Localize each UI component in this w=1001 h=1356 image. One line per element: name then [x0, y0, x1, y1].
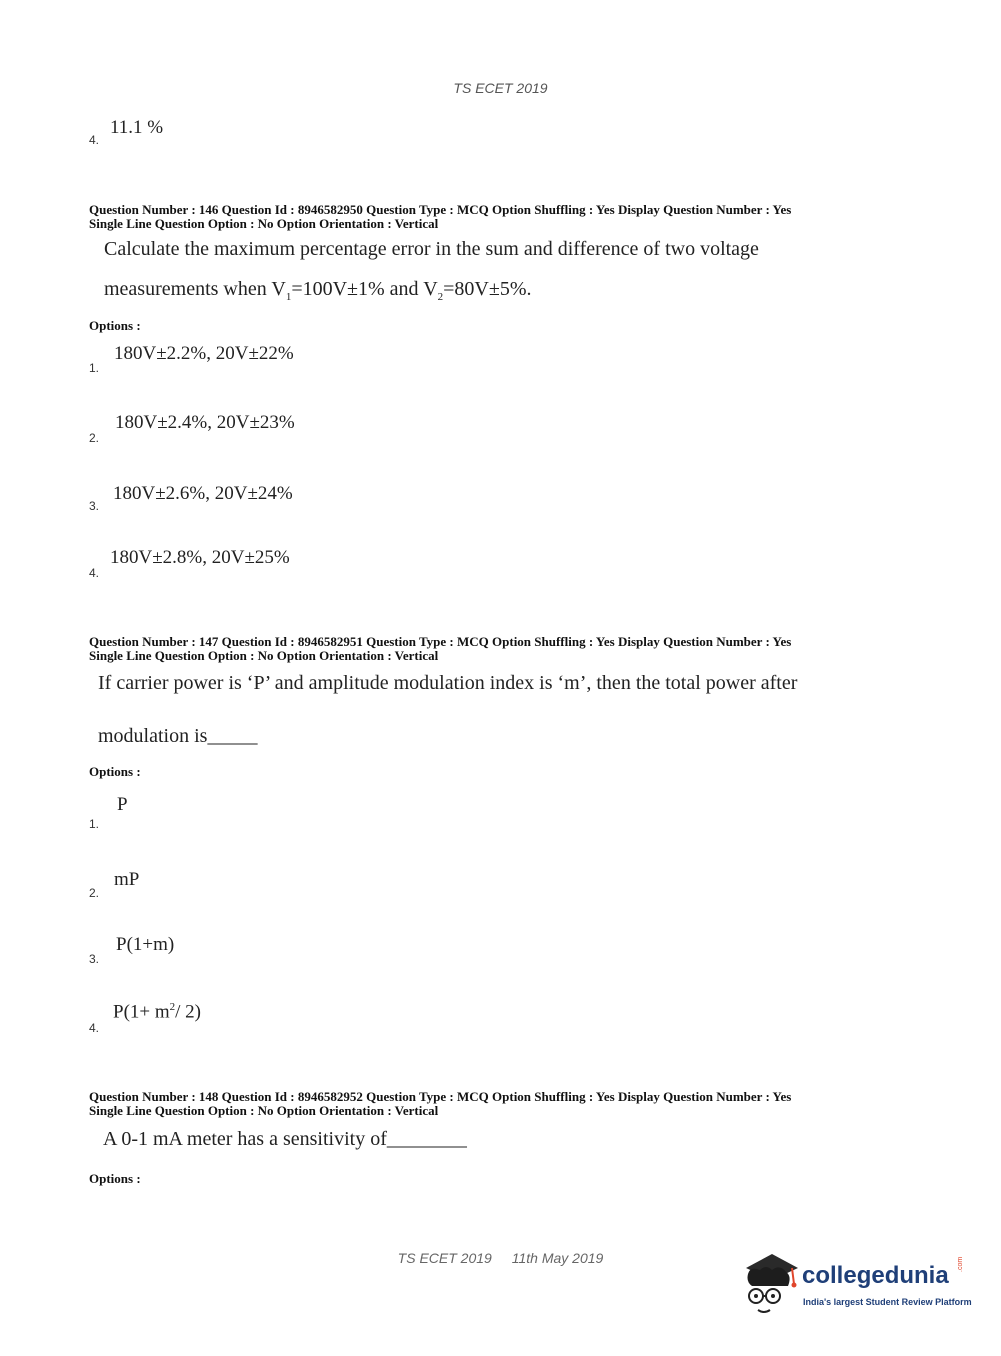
- q148-meta-line1: Question Number : 148 Question Id : 8946582952 Question Type : MCQ Option Shuffling : Yes Display Question Number : Yes: [89, 1089, 792, 1104]
- collegedunia-brand: collegedunia: [802, 1262, 949, 1289]
- q146-options-label: Options :: [89, 318, 141, 333]
- q147-option-1-number: 1.: [89, 817, 100, 831]
- page-header: TS ECET 2019: [453, 80, 548, 96]
- q147-option-2-number: 2.: [89, 886, 100, 900]
- collegedunia-tagline: India's largest Student Review Platform: [803, 1297, 972, 1307]
- q147-option-4-number: 4.: [89, 1021, 100, 1035]
- q147-option-4-text: $P(1+ m^2/$ 2): [113, 1001, 201, 1023]
- q146-option-3-text: 180V±2.6%, 20V±24%: [113, 483, 293, 504]
- footer-exam: TS ECET 2019: [397, 1250, 492, 1266]
- q147-options-label: Options :: [89, 764, 141, 779]
- q147-option-1-text: P: [117, 794, 128, 815]
- q146-option-1-number: 1.: [89, 361, 100, 375]
- q147-text-line1: If carrier power is ‘P’ and amplitude modulation index is ‘m’, then the total power after: [98, 672, 798, 694]
- collegedunia-mascot-icon: [742, 1250, 802, 1320]
- q146-option-4-number: 4.: [89, 566, 100, 580]
- q146-meta-line2: Single Line Question Option : No Option Orientation : Vertical: [89, 216, 439, 231]
- q147-option-2-text: mP: [114, 869, 140, 890]
- q148-meta-line2: Single Line Question Option : No Option Orientation : Vertical: [89, 1103, 439, 1118]
- q146-option-2-number: 2.: [89, 431, 100, 445]
- collegedunia-com: .com: [957, 1256, 964, 1272]
- q147-text-line2: modulation is_____: [98, 725, 258, 747]
- q147-meta-line1: Question Number : 147 Question Id : 8946582951 Question Type : MCQ Option Shuffling : Yes Display Question Number : Yes: [89, 634, 792, 649]
- q148-options-label: Options :: [89, 1171, 141, 1186]
- q146-text-line2: measurements when $V_1=100V\pm 1\%$ and $V_2=80V\pm 5\%$.: [104, 278, 532, 303]
- prev-option-number: 4.: [89, 133, 100, 147]
- q146-option-1-text: 180V±2.2%, 20V±22%: [114, 343, 294, 364]
- prev-option-text: 11.1 %: [110, 117, 164, 138]
- q147-option-3-text: P(1+m): [116, 934, 175, 955]
- q146-option-4-text: 180V±2.8%, 20V±25%: [110, 547, 290, 568]
- q146-meta-line1: Question Number : 146 Question Id : 8946582950 Question Type : MCQ Option Shuffling : Yes Display Question Number : Yes: [89, 202, 792, 217]
- q146-option-3-number: 3.: [89, 499, 100, 513]
- q147-meta-line2: Single Line Question Option : No Option Orientation : Vertical: [89, 648, 439, 663]
- q146-option-2-text: 180V±2.4%, 20V±23%: [115, 412, 295, 433]
- q146-text-line1: Calculate the maximum percentage error in the sum and difference of two voltage: [104, 238, 759, 260]
- footer-date: 11th May 2019: [511, 1250, 604, 1266]
- q148-text-line1: A 0-1 mA meter has a sensitivity of________: [103, 1128, 467, 1150]
- q147-option-3-number: 3.: [89, 952, 100, 966]
